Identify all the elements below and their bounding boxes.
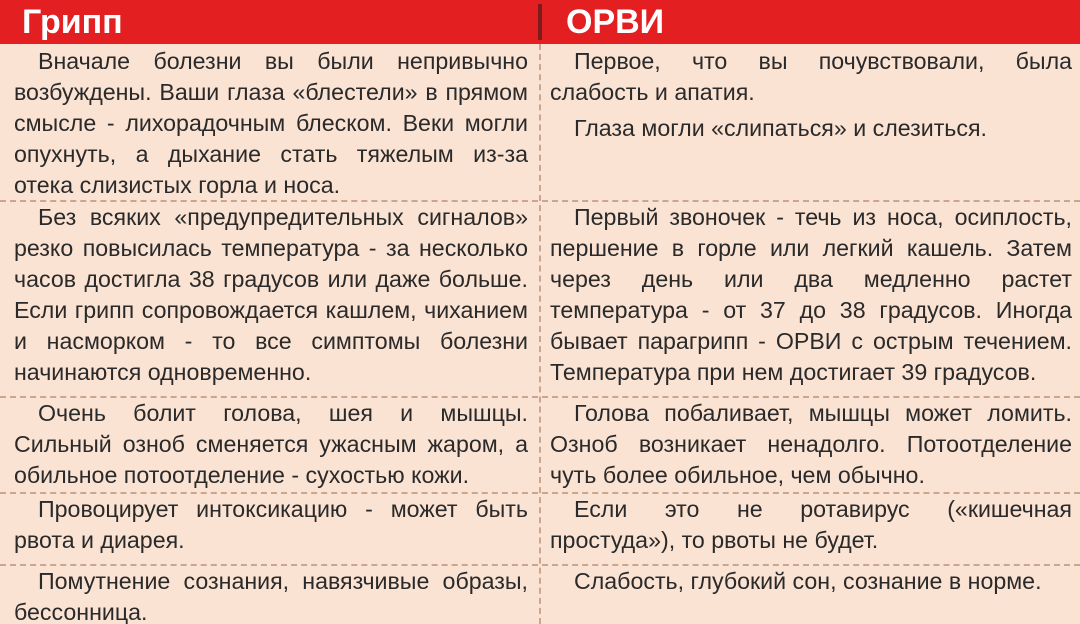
cell-arvi-2 bbox=[540, 200, 1080, 396]
cell-flu-5 bbox=[0, 564, 540, 624]
cell-flu-3 bbox=[0, 396, 540, 492]
row-divider bbox=[0, 564, 1080, 566]
cell-text: Первый звоночек - течь из носа, осиплость, першение в горле или легкий кашель. Затем через день или два медленно растет температура - от 37 до 38 градусов. Иногда бывает парагрипп - ОРВИ с острым течением. Температура при нем достигает 39 градусов. bbox=[550, 204, 1072, 385]
cell-arvi-1 bbox=[540, 44, 1080, 200]
cell-text: Глаза могли «слипаться» и слезиться. bbox=[574, 115, 987, 141]
cell-flu-2 bbox=[0, 200, 540, 396]
cell-arvi-3 bbox=[540, 396, 1080, 492]
cell-text: Слабость, глубокий сон, сознание в норме. bbox=[574, 568, 1042, 594]
cell-text: Очень болит голова, шея и мышцы. Сильный озноб сменяется ужасным жаром, а обильное потоотделение - сухостью кожи. bbox=[14, 400, 528, 488]
cell-text: Вначале болезни вы были непривычно возбуждены. Ваши глаза «блестели» в прямом смысле - лихорадочным блеском. Веки могли опухнуть, а дыхание стать тяжелым из-за отека слизистых горла и носа. bbox=[14, 48, 528, 198]
header-flu: Грипп bbox=[0, 0, 540, 44]
cell-text: Помутнение сознания, навязчивые образы, бессонница. bbox=[14, 568, 528, 624]
row-divider bbox=[0, 396, 1080, 398]
cell-arvi-5 bbox=[540, 564, 1080, 624]
cell-text: Без всяких «предупредительных сигналов» резко повысилась температура - за несколько часов достигла 38 градусов или даже больше. Если грипп сопровождается кашлем, чиханием и насморком - то все симптомы болезни начинаются одновременно. bbox=[14, 204, 528, 385]
cell-text: Первое, что вы почувствовали, была слабость и апатия. bbox=[550, 48, 1072, 105]
cell-flu-1 bbox=[0, 44, 540, 200]
cell-text: Если это не ротавирус («кишечная простуда»), то рвоты не будет. bbox=[550, 496, 1072, 553]
row-divider bbox=[0, 200, 1080, 202]
header-divider bbox=[538, 4, 542, 40]
cell-text: Голова побаливает, мышцы может ломить. Озноб возникает ненадолго. Потоотделение чуть более обильное, чем обычно. bbox=[550, 400, 1072, 488]
cell-text: Провоцирует интоксикацию - может быть рвота и диарея. bbox=[14, 496, 528, 553]
column-divider bbox=[539, 44, 541, 624]
cell-flu-4 bbox=[0, 492, 540, 564]
row-divider bbox=[0, 492, 1080, 494]
cell-arvi-4 bbox=[540, 492, 1080, 564]
header-arvi: ОРВИ bbox=[540, 0, 1080, 44]
